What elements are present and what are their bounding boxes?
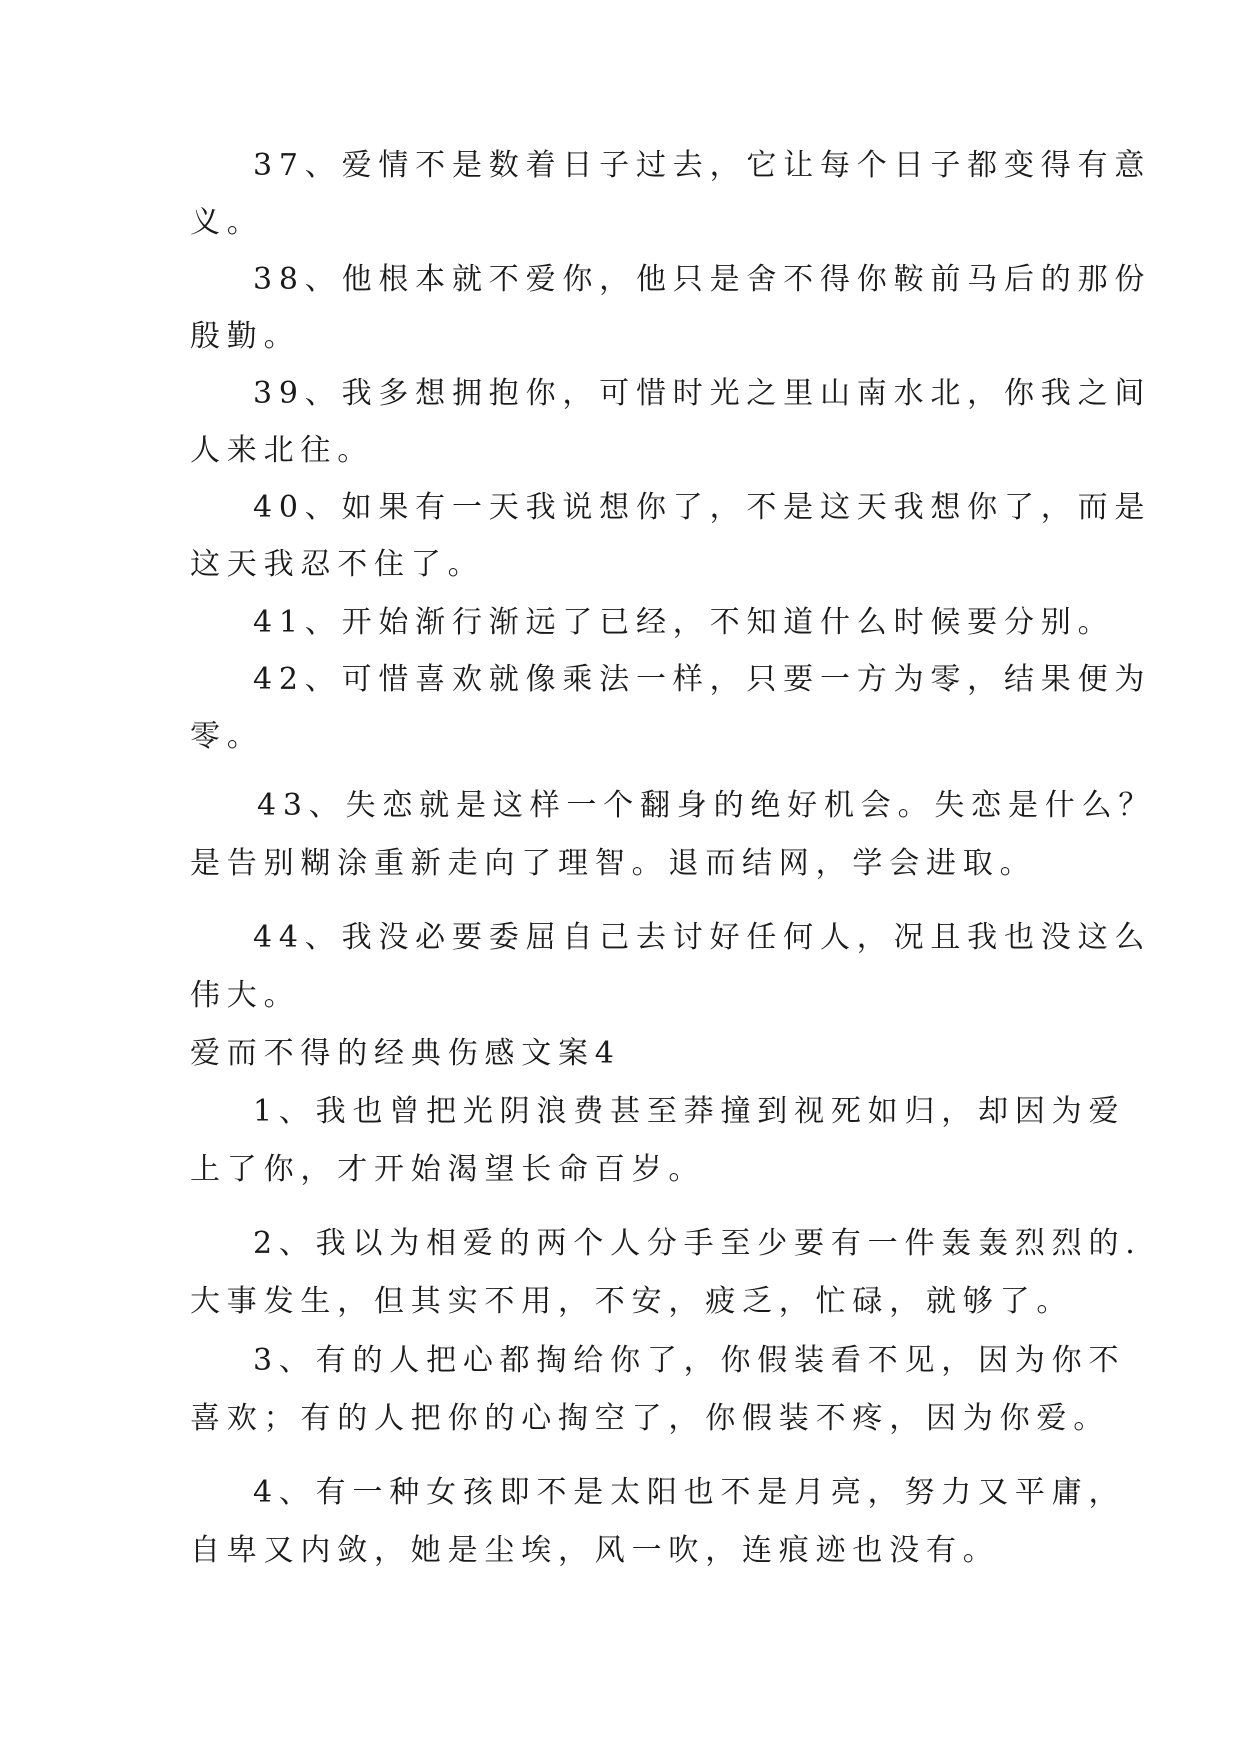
paragraph-37-line-1: 37、爱情不是数着日子过去，它让每个日子都变得有意 [253,148,1152,183]
paragraph-4-line-1: 4、有一种女孩即不是太阳也不是月亮，努力又平庸， [253,1475,1126,1510]
paragraph-2-line-2: 大事发生，但其实不用，不安，疲乏，忙碌，就够了。 [190,1284,1074,1319]
paragraph-43-line-1: 43、失恋就是这样一个翻身的绝好机会。失恋是什么？ [257,788,1156,823]
paragraph-43-line-2: 是告别糊涂重新走向了理智。退而结网，学会进取。 [190,846,1037,881]
paragraph-41-line-1: 41、开始渐行渐远了已经，不知道什么时候要分别。 [253,605,1115,640]
paragraph-38-line-1: 38、他根本就不爱你，他只是舍不得你鞍前马后的那份 [253,262,1152,297]
paragraph-2-line-1: 2、我以为相爱的两个人分手至少要有一件轰轰烈烈的. [253,1226,1142,1261]
paragraph-3-line-1: 3、有的人把心都掏给你了，你假装看不见，因为你不 [253,1343,1126,1378]
paragraph-1-line-2: 上了你，才开始渴望长命百岁。 [190,1152,706,1187]
paragraph-37-line-2: 义。 [190,205,264,240]
paragraph-40-line-1: 40、如果有一天我说想你了，不是这天我想你了，而是 [253,490,1152,525]
paragraph-4-line-2: 自卑又内敛，她是尘埃，风一吹，连痕迹也没有。 [190,1533,1000,1568]
paragraph-44-line-1: 44、我没必要委屈自己去讨好任何人，况且我也没这么 [253,920,1152,955]
paragraph-42-line-2: 零。 [190,719,264,754]
paragraph-39-line-1: 39、我多想拥抱你，可惜时光之里山南水北，你我之间 [253,376,1152,411]
paragraph-42-line-1: 42、可惜喜欢就像乘法一样，只要一方为零，结果便为 [253,662,1152,697]
section-heading: 爱而不得的经典伤感文案4 [190,1036,621,1071]
paragraph-40-line-2: 这天我忍不住了。 [190,547,485,582]
paragraph-39-line-2: 人来北往。 [190,433,374,468]
paragraph-3-line-2: 喜欢；有的人把你的心掏空了，你假装不疼，因为你爱。 [190,1401,1110,1436]
paragraph-38-line-2: 殷勤。 [190,319,301,354]
paragraph-1-line-1: 1、我也曾把光阴浪费甚至莽撞到视死如归，却因为爱 [253,1094,1126,1129]
paragraph-44-line-2: 伟大。 [190,978,301,1013]
